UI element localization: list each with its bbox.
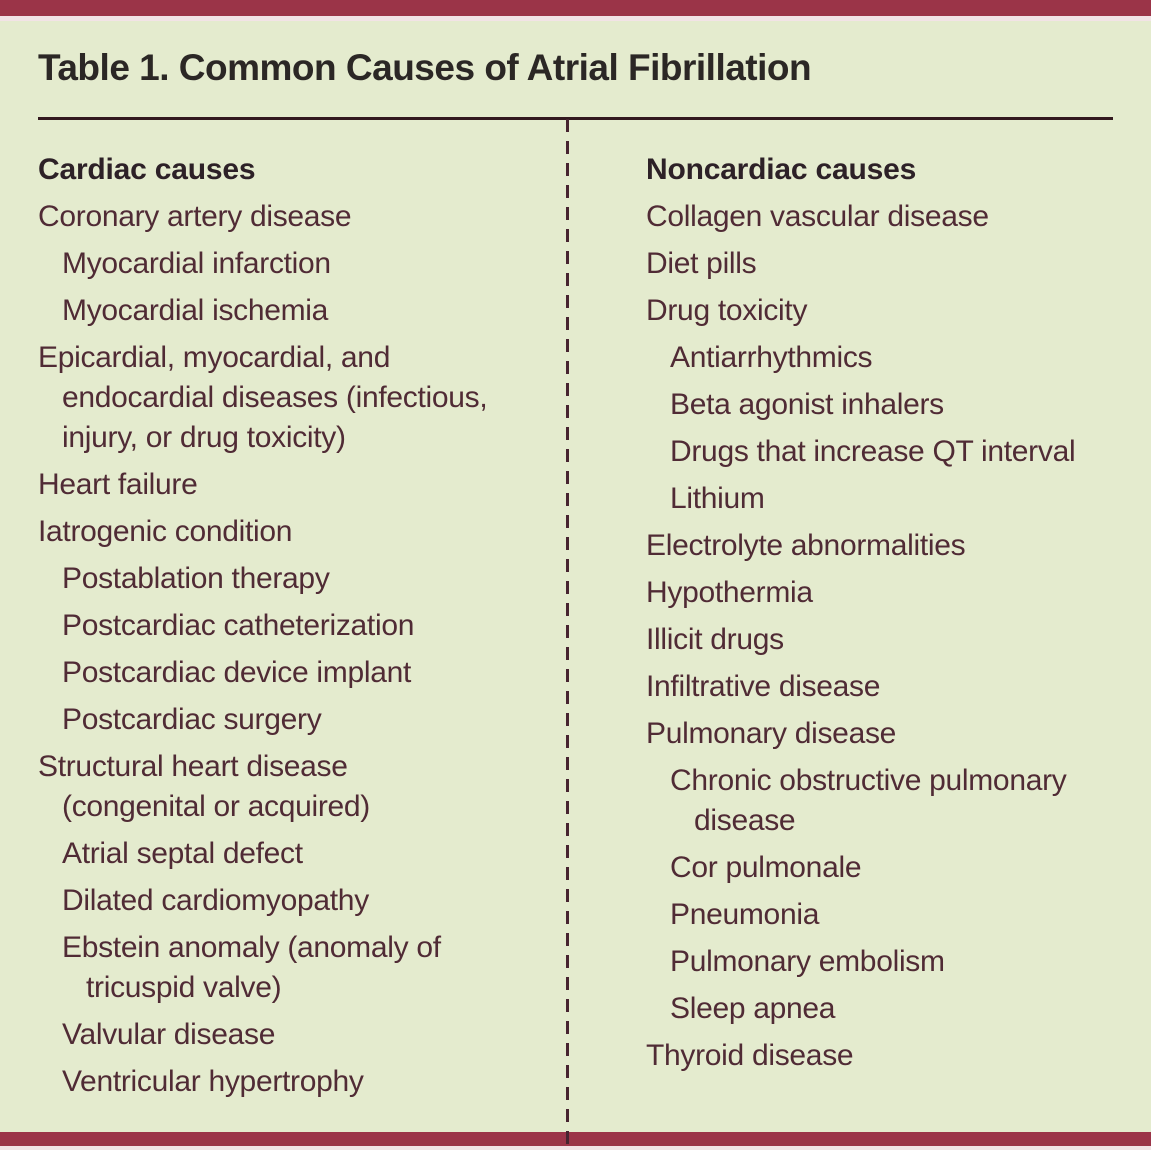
list-item-line: endocardial diseases (infectious,: [62, 381, 488, 414]
list-item-line: Collagen vascular disease: [646, 200, 989, 233]
list-item-line: Thyroid disease: [646, 1039, 854, 1072]
list-item-line: Hypothermia: [646, 576, 813, 609]
list-item-line: Sleep apnea: [670, 992, 836, 1025]
list-item-line: tricuspid valve): [86, 971, 282, 1004]
column-divider-dashed-line: [566, 119, 569, 1150]
list-item-line: Myocardial ischemia: [62, 294, 329, 327]
list-item-line: Heart failure: [38, 468, 198, 501]
list-item: [646, 895, 1146, 935]
noncardiac-causes-column: [646, 150, 1146, 1083]
list-item: [646, 432, 1146, 472]
list-item: [38, 244, 558, 284]
list-item: [38, 465, 558, 505]
list-item-line: Cor pulmonale: [670, 851, 862, 884]
list-item-line: Chronic obstructive pulmonary: [670, 764, 1067, 797]
list-item: [646, 620, 1146, 660]
list-item-line: Drugs that increase QT interval: [670, 435, 1076, 468]
list-item: [646, 526, 1146, 566]
bottom-accent-bar-edge: [0, 1146, 1151, 1150]
list-item: [646, 714, 1146, 754]
list-item: [38, 700, 558, 740]
list-item-line: Iatrogenic condition: [38, 515, 293, 548]
list-item-line: Postcardiac surgery: [62, 703, 322, 736]
list-item-line: Ebstein anomaly (anomaly of: [62, 931, 441, 964]
list-item: [38, 291, 558, 331]
list-item-line: Lithium: [670, 482, 765, 515]
list-item-line: Illicit drugs: [646, 623, 784, 656]
list-item: [38, 834, 558, 874]
column-header: Noncardiac causes: [646, 153, 917, 186]
list-item-line: Beta agonist inhalers: [670, 388, 944, 421]
column-header-row: [38, 150, 558, 190]
list-item: [646, 848, 1146, 888]
list-item-line: Drug toxicity: [646, 294, 808, 327]
list-item-line: Ventricular hypertrophy: [62, 1065, 364, 1098]
list-item-line: Pulmonary embolism: [670, 945, 945, 978]
list-item-line: injury, or drug toxicity): [62, 421, 346, 454]
list-item-line: Epicardial, myocardial, and: [38, 341, 391, 374]
list-item: [38, 197, 558, 237]
list-item-line: Atrial septal defect: [62, 837, 303, 870]
list-item: [646, 338, 1146, 378]
list-item-line: Postcardiac catheterization: [62, 609, 415, 642]
list-item: [38, 1015, 558, 1055]
list-item: [38, 512, 558, 552]
list-item: [646, 1036, 1146, 1076]
list-item-line: Structural heart disease: [38, 750, 348, 783]
list-item: [38, 928, 558, 1008]
title-rule: [38, 117, 1113, 120]
list-item: [646, 291, 1146, 331]
list-item-line: Valvular disease: [62, 1018, 276, 1051]
list-item: [646, 479, 1146, 519]
list-item-line: Dilated cardiomyopathy: [62, 884, 369, 917]
list-item-line: disease: [694, 804, 796, 837]
table-title: Table 1. Common Causes of Atrial Fibrillation: [38, 47, 812, 88]
cardiac-causes-column: [38, 150, 558, 1109]
list-item: [646, 573, 1146, 613]
list-item: [646, 942, 1146, 982]
column-header: Cardiac causes: [38, 153, 256, 186]
list-item: [38, 1062, 558, 1102]
bottom-accent-bar: [0, 1132, 1151, 1146]
list-item-line: Coronary artery disease: [38, 200, 352, 233]
list-item: [38, 338, 558, 458]
list-item-line: Pulmonary disease: [646, 717, 897, 750]
top-accent-bar: [0, 0, 1151, 16]
list-item: [646, 989, 1146, 1029]
list-item-line: Pneumonia: [670, 898, 820, 931]
top-accent-bar-edge: [0, 16, 1151, 21]
list-item-line: Electrolyte abnormalities: [646, 529, 966, 562]
list-item-line: (congenital or acquired): [62, 790, 370, 823]
list-item: [38, 559, 558, 599]
list-item-line: Diet pills: [646, 247, 757, 280]
list-item-line: Infiltrative disease: [646, 670, 881, 703]
column-header-row: [646, 150, 1146, 190]
list-item: [38, 881, 558, 921]
list-item-line: Antiarrhythmics: [670, 341, 873, 374]
list-item-line: Myocardial infarction: [62, 247, 331, 280]
list-item: [646, 667, 1146, 707]
list-item: [38, 606, 558, 646]
list-item-line: Postcardiac device implant: [62, 656, 412, 689]
list-item: [646, 197, 1146, 237]
list-item: [38, 747, 558, 827]
list-item: [38, 653, 558, 693]
list-item: [646, 385, 1146, 425]
list-item-line: Postablation therapy: [62, 562, 330, 595]
list-item: [646, 244, 1146, 284]
list-item: [646, 761, 1146, 841]
